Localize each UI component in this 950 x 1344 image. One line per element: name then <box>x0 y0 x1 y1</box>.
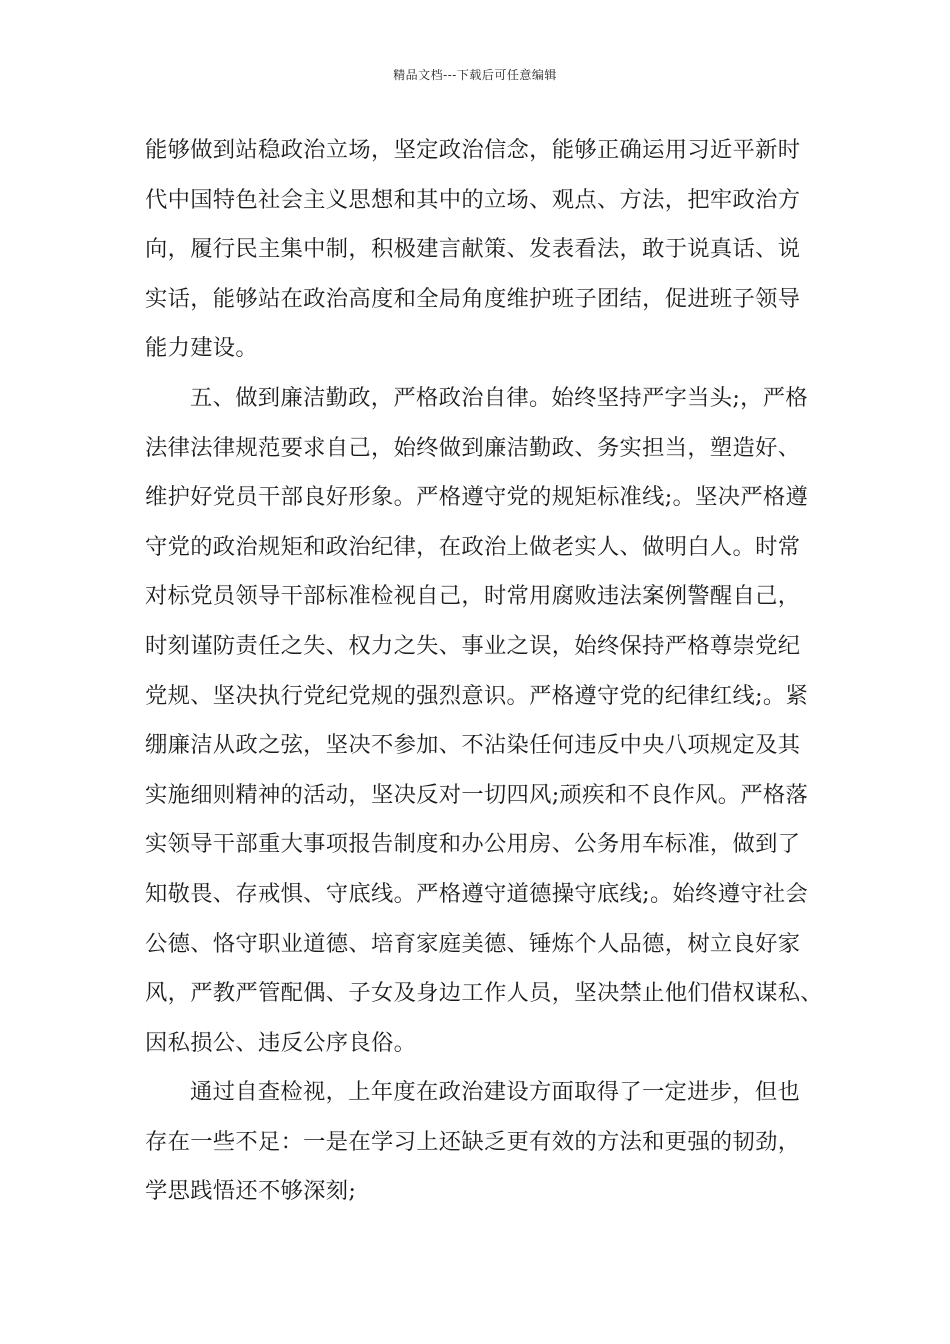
text-line: 代中国特色社会主义思想和其中的立场、观点、方法，把牢政治方 <box>145 186 801 213</box>
document-body <box>145 126 825 1217</box>
text-line: 能力建设。 <box>145 335 258 362</box>
text-line: 学思践悟还不够深刻; <box>145 1178 357 1205</box>
paragraph-3 <box>145 1068 825 1217</box>
text-line: 实领导干部重大事项报告制度和办公用房、公务用车标准，做到了 <box>145 831 801 858</box>
page-header: 精品文档---下载后可任意编辑 <box>393 68 557 82</box>
text-line: 实话，能够站在政治高度和全局角度维护班子团结，促进班子领导 <box>145 285 801 312</box>
text-line: 知敬畏、存戒惧、守底线。严格遵守道德操守底线;。始终遵守社会 <box>145 880 809 907</box>
text-line: 通过自查检视，上年度在政治建设方面取得了一定进步，但也 <box>190 1079 801 1106</box>
text-line: 守党的政治规矩和政治纪律，在政治上做老实人、做明白人。时常 <box>145 533 801 560</box>
text-line: 实施细则精神的活动，坚决反对一切四风;顽疾和不良作风。严格落 <box>145 781 809 808</box>
paragraph-2 <box>145 374 825 1068</box>
text-line: 法律法律规范要求自己，始终做到廉洁勤政、务实担当，塑造好、 <box>145 434 801 461</box>
text-line: 能够做到站稳政治立场，坚定政治信念，能够正确运用习近平新时 <box>145 137 801 163</box>
text-line: 风，严教严管配偶、子女及身边工作人员，坚决禁止他们借权谋私、 <box>145 980 823 1007</box>
text-line: 党规、坚决执行党纪党规的强烈意识。严格遵守党的纪律红线;。紧 <box>145 682 809 709</box>
text-line: 时刻谨防责任之失、权力之失、事业之误，始终保持严格尊崇党纪 <box>145 632 801 659</box>
text-line: 对标党员领导干部标准检视自己，时常用腐败违法案例警醒自己， <box>145 583 801 610</box>
paragraph-1 <box>145 126 825 374</box>
text-line: 向，履行民主集中制，积极建言献策、发表看法，敢于说真话、说 <box>145 236 801 263</box>
text-line: 因私损公、违反公序良俗。 <box>145 1029 417 1056</box>
text-line: 公德、恪守职业道德、培育家庭美德、锤炼个人品德，树立良好家 <box>145 930 801 957</box>
text-line: 维护好党员干部良好形象。严格遵守党的规矩标准线;。坚决严格遵 <box>145 484 809 511</box>
text-line: 存在一些不足：一是在学习上还缺乏更有效的方法和更强的韧劲， <box>145 1128 801 1155</box>
text-line: 绷廉洁从政之弦，坚决不参加、不沾染任何违反中央八项规定及其 <box>145 732 801 759</box>
text-line: 五、做到廉洁勤政，严格政治自律。始终坚持严字当头;，严格 <box>190 384 808 411</box>
